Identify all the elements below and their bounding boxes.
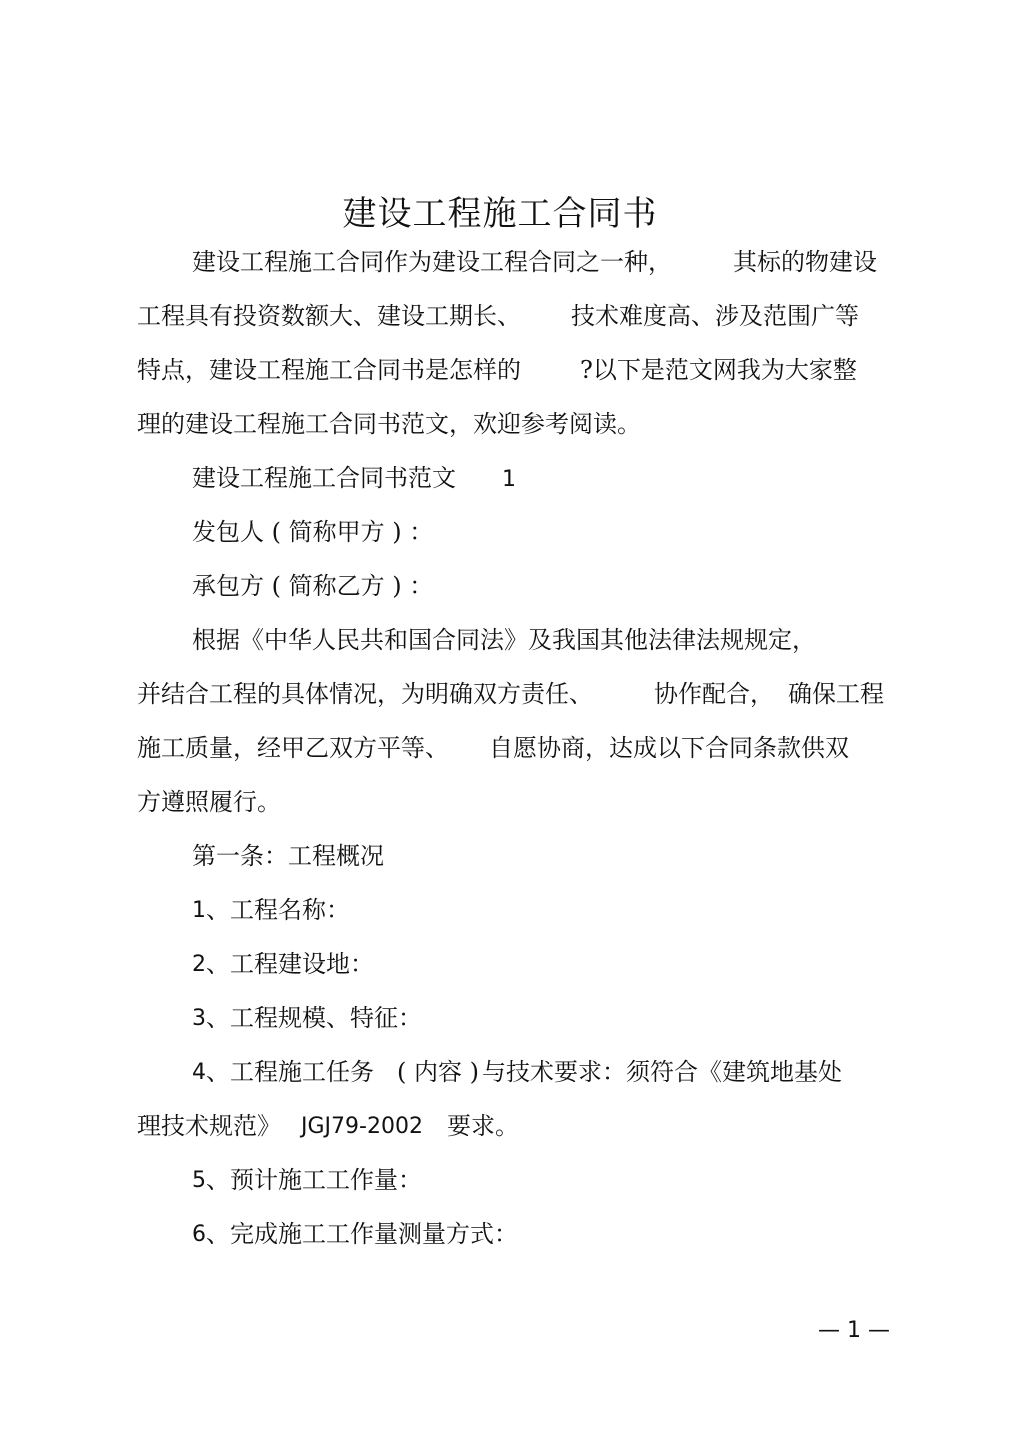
basis-line-2a: 并结合工程的具体情况，为明确双方责任、: [137, 680, 593, 708]
intro-line-2b: 技术难度高、涉及范围广等: [571, 302, 859, 330]
item-cont-tail: 要求。: [447, 1112, 519, 1140]
item-number: 2: [192, 952, 206, 977]
item-number: 4: [192, 1060, 206, 1085]
standard-code: JGJ79-2002: [301, 1114, 423, 1139]
intro-line-1b: 其标的物建设: [733, 248, 877, 276]
item-number: 5: [192, 1168, 206, 1193]
article-1-heading: 第一条：工程概况: [192, 842, 384, 870]
item-number: 6: [192, 1222, 206, 1247]
intro-line-1a: 建设工程施工合同作为建设工程合同之一种，: [192, 248, 672, 276]
item-text: 、完成施工工作量测量方式：: [206, 1220, 518, 1248]
item-text: 、工程施工任务: [206, 1058, 374, 1086]
item-text: 、工程规模、特征：: [206, 1004, 422, 1032]
item-number: 3: [192, 1006, 206, 1031]
item-paren: ( 内容 ): [397, 1058, 479, 1086]
item-number: 1: [192, 898, 206, 923]
party-a-line: 发包人 ( 简称甲方 ) ：: [192, 518, 434, 546]
sample-heading-number: 1: [502, 467, 516, 492]
basis-line-1: 根据《中华人民共和国合同法》及我国其他法律法规规定，: [192, 626, 816, 654]
item-text: 、工程建设地：: [206, 950, 374, 978]
party-b-line: 承包方 ( 简称乙方 ) ：: [192, 572, 434, 600]
page-number: — 1 —: [818, 1318, 890, 1343]
intro-line-2a: 工程具有投资数额大、建设工期长、: [137, 302, 521, 330]
item-text: 、预计施工工作量：: [206, 1166, 422, 1194]
item-text: 、工程名称：: [206, 896, 350, 924]
basis-line-3b: 自愿协商，达成以下合同条款供双: [489, 734, 849, 762]
basis-line-3a: 施工质量，经甲乙双方平等、: [137, 734, 449, 762]
intro-line-3a: 特点，建设工程施工合同书是怎样的: [137, 356, 521, 384]
document-title: 建设工程施工合同书: [342, 194, 658, 234]
intro-line-4: 理的建设工程施工合同书范文，欢迎参考阅读。: [137, 410, 641, 438]
item-cont-text: 理技术规范》: [137, 1112, 281, 1140]
item-tail: 与技术要求：须符合《建筑地基处: [482, 1058, 842, 1086]
basis-line-2b: 协作配合，: [654, 680, 774, 708]
basis-line-2c: 确保工程: [788, 680, 884, 708]
basis-line-4: 方遵照履行。: [137, 788, 281, 816]
intro-line-3b: ?以下是范文网我为大家整: [580, 356, 857, 384]
sample-heading-text: 建设工程施工合同书范文: [192, 464, 456, 492]
